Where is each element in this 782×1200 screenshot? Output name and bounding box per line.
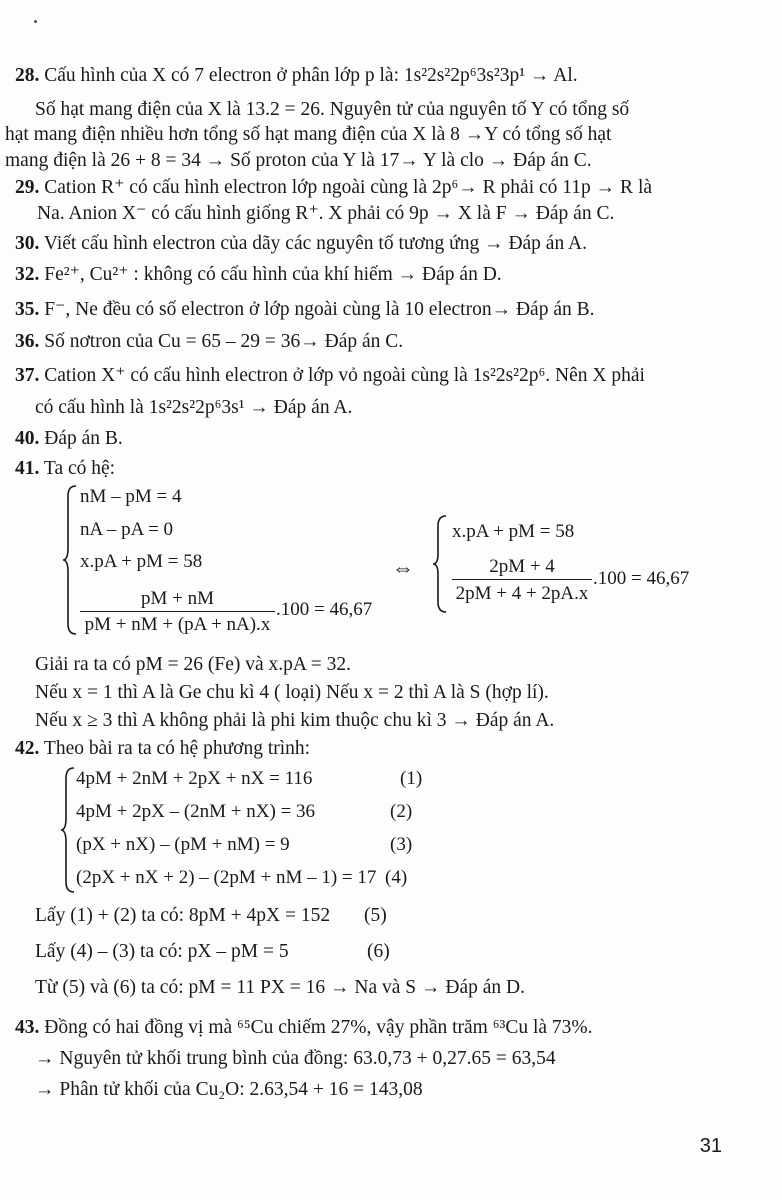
q28-line1: 28. Cấu hình của X có 7 electron ở phân lớp p là: 1s²2s²2p⁶3s²3p¹ → Al. [15, 65, 578, 86]
q41-sys2-tail: .100 = 46,67 [593, 568, 690, 589]
q29-line2: Na. Anion X⁻ có cấu hình giống R⁺. X phải có 9p → X là F → Đáp án C. [37, 203, 615, 224]
q41-fraction-bar [80, 611, 275, 612]
q41-sys2-numerator: 2pM + 4 [489, 556, 555, 577]
q41-eq1: nM – pM = 4 [80, 486, 182, 507]
q42-eq2-tag: (2) [390, 801, 413, 822]
q41-frac-tail: .100 = 46,67 [276, 599, 373, 620]
q29-line1: 29. Cation R⁺ có cấu hình electron lớp ngoài cùng là 2p⁶→ R phải có 11p → R là [15, 177, 653, 198]
q41-frac-denominator: pM + nM + (pA + nA).x [84, 614, 271, 635]
q42-step1: Lấy (1) + (2) ta có: 8pM + 4pX = 152 [35, 905, 331, 926]
q42-eq4: (2pX + nX + 2) – (2pM + nM – 1) = 17 [76, 867, 377, 888]
q41-sys2-eq1: x.pA + pM = 58 [452, 521, 575, 542]
q42-step2: Lấy (4) – (3) ta có: pX – pM = 5 [35, 941, 289, 962]
q35: 35. F⁻, Ne đều có số electron ở lớp ngoài cùng là 10 electron→ Đáp án B. [15, 299, 595, 320]
q41-eq2: nA – pA = 0 [80, 519, 174, 540]
q37-line1: 37. Cation X⁺ có cấu hình electron ở lớp vỏ ngoài cùng là 1s²2s²2p⁶. Nên X phải [15, 365, 645, 386]
q42-eq2: 4pM + 2pX – (2nM + nX) = 36 [76, 801, 316, 822]
q41-sys2-fraction-bar [452, 579, 592, 580]
q41-solution1: Giải ra ta có pM = 26 (Fe) và x.pA = 32. [35, 654, 352, 675]
q43-line1: 43. Đồng có hai đồng vị mà ⁶⁵Cu chiếm 27%, vậy phần trăm ⁶³Cu là 73%. [15, 1017, 593, 1038]
q41-sys2-denominator: 2pM + 4 + 2pA.x [455, 583, 589, 604]
equivalence-symbol: ⇔ [392, 555, 414, 580]
q41-right-brace [432, 514, 448, 614]
q42-eq1-tag: (1) [400, 768, 423, 789]
speck [34, 20, 37, 23]
q42-eq3: (pX + nX) – (pM + nM) = 9 [76, 834, 290, 855]
q42-step3: Từ (5) và (6) ta có: pM = 11 PX = 16 → Na và S → Đáp án D. [35, 977, 526, 998]
q40: 40. Đáp án B. [15, 428, 123, 449]
page-number: 31 [699, 1135, 722, 1157]
q42-eq3-tag: (3) [390, 834, 413, 855]
q42-intro: 42. Theo bài ra ta có hệ phương trình: [15, 738, 311, 759]
q28-line4: mang điện là 26 + 8 = 34 → Số proton của Y là 17→ Y là clo → Đáp án C. [5, 150, 592, 171]
q42-step1-tag: (5) [364, 905, 387, 926]
q42-step2-tag: (6) [367, 941, 390, 962]
q30: 30. Viết cấu hình electron của dãy các nguyên tố tương ứng → Đáp án A. [15, 233, 587, 254]
q41-left-brace [62, 484, 78, 636]
q42-brace [60, 766, 76, 894]
q28-line3: hạt mang điện nhiều hơn tổng số hạt mang điện của X là 8 →Y có tổng số hạt [5, 124, 612, 145]
q41-solution2: Nếu x = 1 thì A là Ge chu kì 4 ( loại) Nếu x = 2 thì A là S (hợp lí). [35, 682, 549, 703]
q28-line2: Số hạt mang điện của X là 13.2 = 26. Nguyên tử của nguyên tố Y có tổng số [35, 99, 630, 120]
q43-line3: → Phân tử khối của Cu₂O: 2.63,54 + 16 = 143,08 [35, 1079, 423, 1100]
q42-eq4-tag: (4) [385, 867, 408, 888]
q43-line2: → Nguyên tử khối trung bình của đồng: 63.0,73 + 0,27.65 = 63,54 [35, 1048, 556, 1069]
q32: 32. Fe²⁺, Cu²⁺ : không có cấu hình của khí hiếm → Đáp án D. [15, 264, 502, 285]
q41-frac-numerator: pM + nM [140, 588, 214, 609]
q37-line2: có cấu hình là 1s²2s²2p⁶3s¹ → Đáp án A. [35, 397, 353, 418]
q41-intro: 41. Ta có hệ: [15, 458, 116, 479]
q41-solution3: Nếu x ≥ 3 thì A không phải là phi kim thuộc chu kì 3 → Đáp án A. [35, 710, 555, 731]
q41-eq3: x.pA + pM = 58 [80, 551, 203, 572]
q36: 36. Số nơtron của Cu = 65 – 29 = 36→ Đáp án C. [15, 331, 404, 352]
q42-eq1: 4pM + 2nM + 2pX + nX = 116 [76, 768, 313, 789]
